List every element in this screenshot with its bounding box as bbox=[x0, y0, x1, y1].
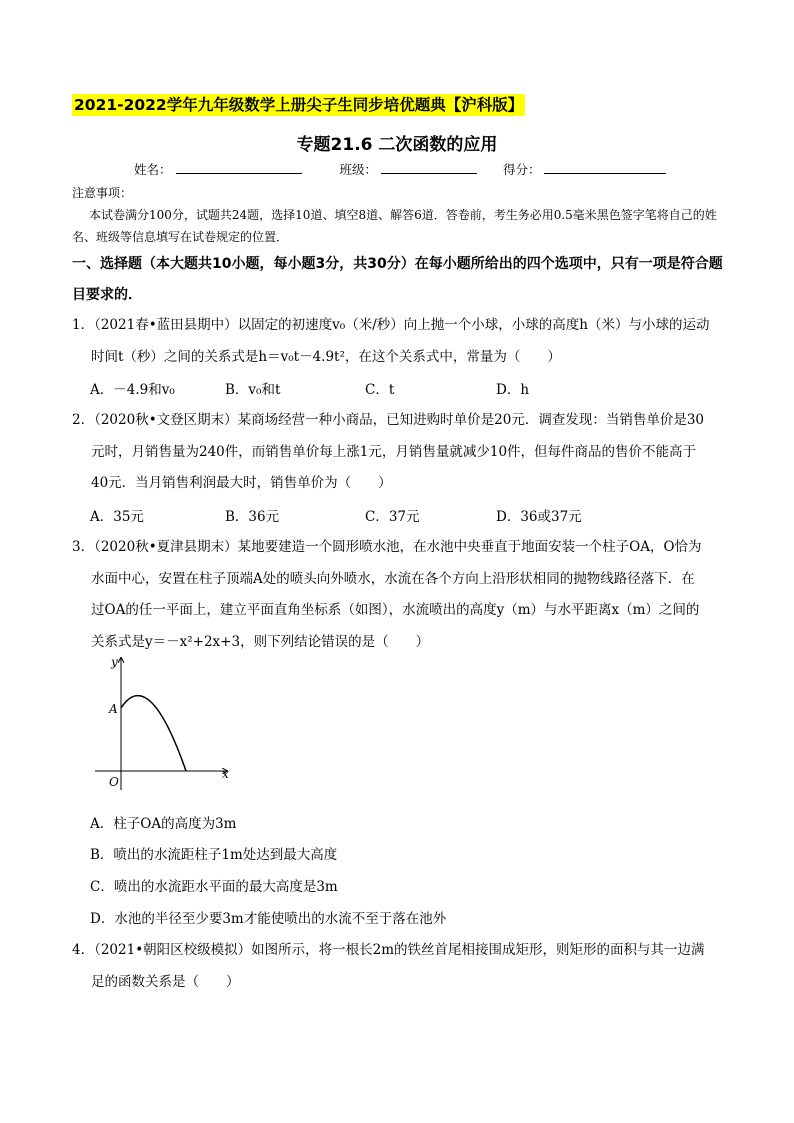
q2-option-d[interactable]: D．36或37元 bbox=[496, 509, 582, 525]
q1-option-b[interactable]: B．v₀和t bbox=[225, 382, 281, 398]
q2-option-b[interactable]: B．36元 bbox=[225, 509, 280, 525]
question-1 bbox=[72, 310, 732, 373]
notes-text: 本试卷满分100分，试题共24题，选择10道、填空8道、解答6道．答卷前，考生务必用0.5毫米黑色签字笔将自己的姓名、班级等信息填写在试卷规定的位置． bbox=[72, 208, 717, 244]
class-label: 班级： bbox=[339, 162, 377, 177]
score-label: 得分： bbox=[502, 162, 541, 177]
page-title: 专题21.6 二次函数的应用 bbox=[296, 135, 498, 155]
q2-line3: 40元．当月销售利润最大时，销售单价为（ ） bbox=[91, 475, 392, 491]
question-4 bbox=[72, 935, 732, 998]
q3-option-a[interactable]: A．柱子OA的高度为3m bbox=[90, 816, 237, 832]
question-2 bbox=[72, 405, 732, 500]
q1-option-d[interactable]: D．h bbox=[496, 382, 530, 398]
q3-line2: 水面中心，安置在柱子顶端A处的喷头向外喷水，水流在各个方向上沿形状相同的抛物线路径落下．在 bbox=[91, 570, 695, 587]
parabola-curve bbox=[121, 696, 186, 771]
student-info-row bbox=[134, 160, 666, 178]
score-field[interactable] bbox=[544, 161, 666, 174]
q2-option-a[interactable]: A．35元 bbox=[90, 509, 144, 525]
q4-line2: 足的函数关系是（ ） bbox=[91, 973, 240, 990]
q3-option-b[interactable]: B．喷出的水流距柱子1m处达到最大高度 bbox=[90, 847, 338, 863]
q3-line1: 3．（2020秋•夏津县期末）某地要建造一个圆形喷水池，在水池中央垂直于地面安装一个柱子OA，O恰为 bbox=[72, 539, 702, 555]
section-heading: 一、选择题（本大题共10小题，每小题3分，共30分）在每小题所给出的四个选项中，只有一项是符合题目要求的． bbox=[72, 256, 723, 303]
x-axis-label: x bbox=[222, 767, 229, 781]
q3-line4: 关系式是y＝－x²+2x+3，则下列结论错误的是（ ） bbox=[91, 633, 430, 650]
q1-line2: 时间t（秒）之间的关系式是h＝v₀t－4.9t²，在这个关系式中，常量为（ ） bbox=[91, 348, 561, 365]
notes-label: 注意事项： bbox=[72, 186, 133, 200]
q2-option-c[interactable]: C．37元 bbox=[365, 509, 420, 525]
q2-line1: 2．（2020秋•文登区期末）某商场经营一种小商品，已知进购时单价是20元．调查发现：当销售单价是30 bbox=[72, 412, 705, 428]
y-axis-label: y bbox=[111, 655, 118, 669]
q3-line3: 过OA的任一平面上，建立平面直角坐标系（如图），水流喷出的高度y（m）与水平距离x（m）之间的 bbox=[91, 602, 700, 618]
q4-line1: 4．（2021•朝阳区校级模拟）如图所示，将一根长2m的铁丝首尾相接围成矩形，则矩形的面积与其一边满 bbox=[72, 942, 705, 958]
q1-line1: 1．（2021春•蓝田县期中）以固定的初速度v₀（米/秒）向上抛一个小球，小球的高度h（米）与小球的运动 bbox=[72, 317, 710, 333]
name-label: 姓名： bbox=[134, 162, 172, 177]
question-3 bbox=[72, 532, 732, 658]
q1-option-c[interactable]: C．t bbox=[365, 382, 395, 398]
q1-option-a[interactable]: A．－4.9和v₀ bbox=[90, 382, 175, 398]
class-field[interactable] bbox=[381, 161, 477, 174]
q3-option-d[interactable]: D．水池的半径至少要3m才能使喷出的水流不至于落在池外 bbox=[90, 911, 447, 927]
name-field[interactable] bbox=[176, 161, 302, 174]
q3-parabola-graph bbox=[95, 650, 235, 790]
origin-label: O bbox=[109, 775, 119, 789]
point-a-label: A bbox=[109, 702, 118, 716]
q2-line2: 元时，月销售量为240件，而销售单价每上涨1元，月销售量就减少10件，但每件商品的售价不能高于 bbox=[91, 443, 697, 460]
q3-option-c[interactable]: C．喷出的水流距水平面的最大高度是3m bbox=[90, 879, 338, 895]
header-banner: 2021-2022学年九年级数学上册尖子生同步培优题典【沪科版】 bbox=[74, 96, 524, 114]
